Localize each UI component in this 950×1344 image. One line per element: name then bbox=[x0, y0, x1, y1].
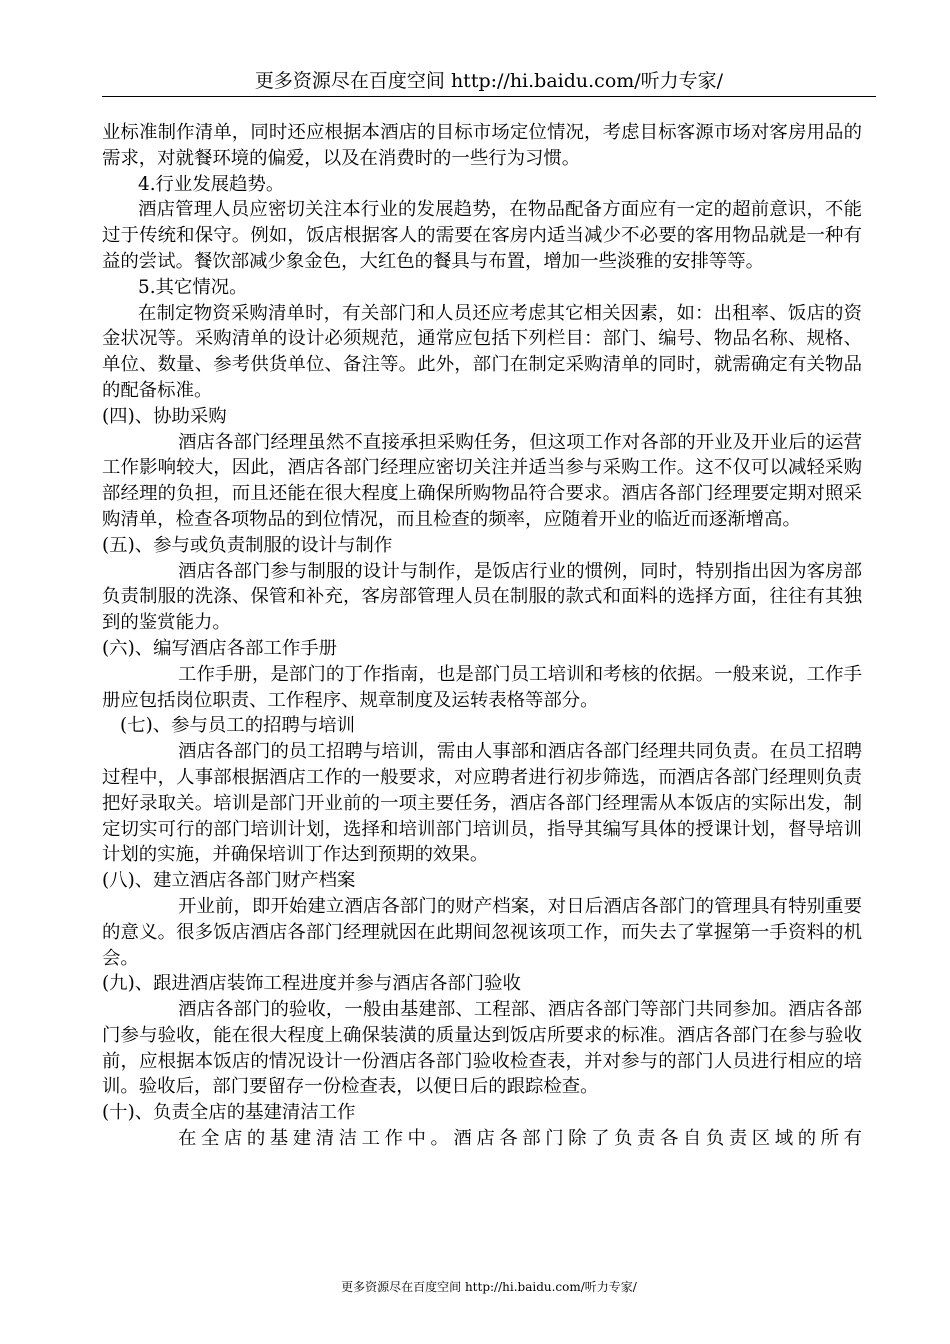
paragraph-industry-trend: 酒店管理人员应密切关注本行业的发展趋势，在物品配备方面应有一定的超前意识，不能过于传统和保守。例如，饭店根据客人的需要在客房内适当减少不必要的客用物品就是一种有益的尝试。餐饮部减少象金色，大红色的餐具与布置，增加一些淡雅的安排等等。 bbox=[102, 199, 862, 272]
page-header: 更多资源尽在百度空间 http://hi.baidu.com/听力专家/ bbox=[254, 70, 724, 92]
item-heading-4: 4.行业发展趋势。 bbox=[138, 173, 285, 195]
section-paragraph-7: 酒店各部门的员工招聘与培训，需由人事部和酒店各部门经理共同负责。在员工招聘过程中，人事部根据酒店工作的一般要求，对应聘者进行初步筛选，而酒店各部门经理则负责把好录取关。培训是部门开业前的一项主要任务，酒店各部门经理需从本饭店的实际出发，制定切实可行的部门培训计划，选择和培训部门培训员，指导其编写具体的授课计划，督导培训计划的实施，并确保培训丁作达到预期的效果。 bbox=[102, 741, 862, 866]
section-paragraph-5: 酒店各部门参与制服的设计与制作，是饭店行业的惯例，同时，特别指出因为客房部负责制服的洗涤、保管和补充，客房部管理人员在制服的款式和面料的选择方面，往往有其独到的鉴赏能力。 bbox=[102, 560, 862, 634]
section-paragraph-10: 在全店的基建清洁工作中。酒店各部门除了负责各自负责区域的所有 bbox=[178, 1128, 862, 1150]
section-heading-4: (四)、协助采购 bbox=[102, 405, 227, 427]
page-footer: 更多资源尽在百度空间 http://hi.baidu.com/听力专家/ bbox=[341, 1280, 637, 1294]
section-paragraph-8: 开业前，即开始建立酒店各部门的财产档案，对日后酒店各部门的管理具有特别重要的意义。很多饭店酒店各部门经理就因在此期间忽视该项工作，而失去了掌握第一手资料的机会。 bbox=[102, 895, 862, 969]
header-divider bbox=[102, 96, 876, 97]
section-heading-5: (五)、参与或负责制服的设计与制作 bbox=[102, 534, 393, 556]
section-heading-8: (八)、建立酒店各部门财产档案 bbox=[102, 870, 356, 892]
section-heading-9: (九)、跟进酒店装饰工程进度并参与酒店各部门验收 bbox=[102, 973, 521, 995]
document-body bbox=[102, 120, 862, 1152]
section-paragraph-6: 工作手册，是部门的丁作指南，也是部门员工培训和考核的依据。一般来说，工作手册应包括岗位职责、工作程序、规章制度及运转表格等部分。 bbox=[102, 663, 862, 711]
section-paragraph-9: 酒店各部门的验收，一般由基建部、工程部、酒店各部门等部门共同参加。酒店各部门参与验收，能在很大程度上确保装潢的质量达到饭店所要求的标准。酒店各部门在参与验收前，应根据本饭店的情况设计一份酒店各部门验收检查表，并对参与的部门人员进行相应的培训。验收后，部门要留存一份检查表，以便日后的跟踪检查。 bbox=[102, 999, 862, 1098]
section-heading-10: (十)、负责全店的基建清洁工作 bbox=[102, 1102, 356, 1124]
section-heading-7: (七)、参与员工的招聘与培训 bbox=[120, 715, 356, 737]
item-heading-5: 5.其它情况。 bbox=[138, 276, 248, 298]
paragraph-continued: 业标准制作清单，同时还应根据本酒店的目标市场定位情况，考虑目标客源市场对客房用品的需求，对就餐环境的偏爱，以及在消费时的一些行为习惯。 bbox=[102, 122, 862, 169]
section-paragraph-4: 酒店各部门经理虽然不直接承担采购任务，但这项工作对各部的开业及开业后的运营工作影响较大，因此，酒店各部门经理应密切关注并适当参与采购工作。这不仅可以减轻采购部经理的负担，而且还能在很大程度上确保所购物品符合要求。酒店各部门经理要定期对照采购清单，检查各项物品的到位情况，而且检查的频率，应随着开业的临近而逐渐增高。 bbox=[102, 431, 862, 530]
paragraph-other: 在制定物资采购清单时，有关部门和人员还应考虑其它相关因素，如：出租率、饭店的资金状况等。采购清单的设计必须规范，通常应包括下列栏目：部门、编号、物品名称、规格、单位、数量、参考供货单位、备注等。此外，部门在制定采购清单的同时，就需确定有关物品的配备标准。 bbox=[102, 302, 862, 401]
section-heading-6: (六)、编写酒店各部工作手册 bbox=[102, 637, 338, 659]
